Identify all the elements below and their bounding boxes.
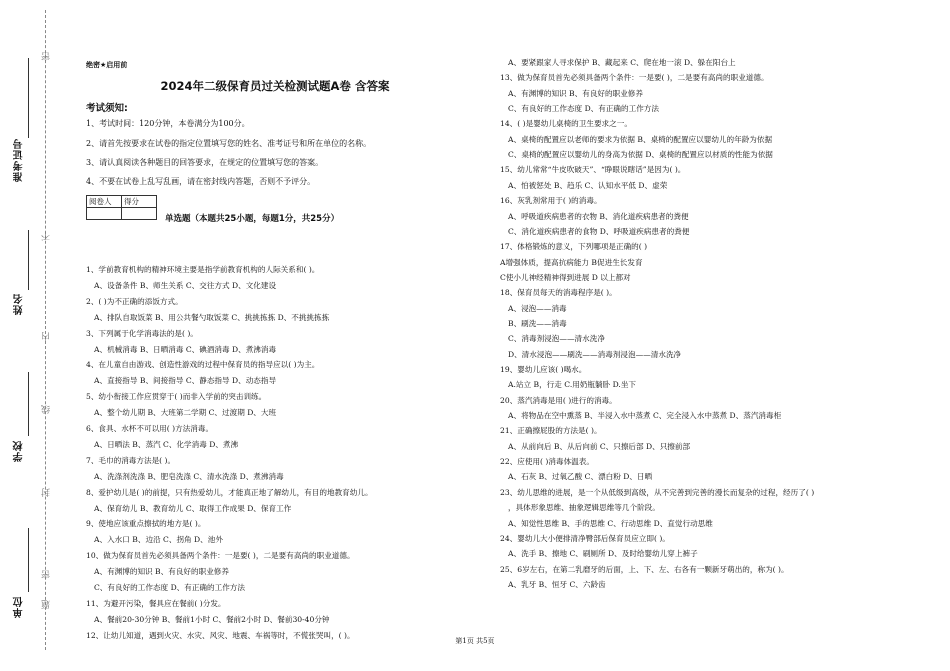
seal-dashed-line (45, 10, 46, 650)
reviewer-input-cell[interactable] (87, 208, 122, 220)
question-text: 1、学前教育机构的精神环境主要是指学前教育机构的人际关系和( )。 (86, 265, 320, 274)
unit-line (28, 528, 29, 592)
question-text: 12、让幼儿知道，遇到火灾、水灾、风灾、地震、车祸等时，不慌张哭叫，( )。 (86, 630, 355, 640)
answer-options: A、呼吸道疾病患者的衣物 B、消化道疾病患者的粪便 (508, 211, 689, 221)
question-text: A增强体质，提高抗病能力 B促进生长发育 (500, 257, 643, 267)
seal-mark: 题 (42, 600, 52, 609)
notice-item: 3、请认真阅读各种题目的回答要求，在规定的位置填写您的答案。 (86, 158, 324, 167)
unit-label: 单位 (14, 596, 25, 618)
answer-options: C、消毒剂浸泡——清水洗净 (508, 334, 605, 344)
exam-title: 2024年二级保育员过关检测试题A卷 含答案 (160, 79, 390, 93)
question-text: 16、灰乳剂常用于( )的消毒。 (500, 196, 602, 206)
answer-options: D、清水浸泡——刷洗——消毒剂浸泡——清水洗净 (508, 349, 682, 359)
score-table (86, 195, 157, 220)
notice-item: 1、考试时间：120分钟，本卷满分为100分。 (86, 119, 250, 128)
answer-options: A、浸泡——消毒 (508, 303, 567, 313)
notice-item: 2、请首先按要求在试卷的指定位置填写您的姓名、准考证号和所在单位的名称。 (86, 139, 372, 148)
answer-options: A、乳牙 B、恒牙 C、六龄齿 (508, 579, 606, 589)
reviewer-cell: 阅卷人 (87, 196, 122, 208)
answer-options: A、直接指导 B、间接指导 C、静态指导 D、动态指导 (94, 376, 277, 386)
seal-mark: 内 (42, 332, 52, 341)
section-title: 单选题（本题共25小题，每题1分，共25分） (165, 214, 340, 224)
question-text: 3、下列属于化学消毒法的是( )。 (86, 328, 198, 338)
page-footer: 第1页 共5页 (455, 637, 495, 645)
seal-mark: 密 (42, 570, 52, 579)
question-text: 13、做为保育员首先必须具备两个条件：一是要( )，二是要有高尚的职业道德。 (500, 73, 769, 83)
answer-options: C、桌椅的配置应以婴幼儿的身高为依据 D、桌椅的配置应以材质的性能为依据 (508, 150, 773, 160)
answer-options: A、石灰 B、过氧乙酸 C、漂白粉 D、日晒 (508, 472, 653, 482)
binding-margin (0, 0, 75, 671)
question-text: 21、正确擦屁股的方法是( )。 (500, 426, 602, 436)
answer-options: A、有渊博的知识 B、有良好的职业修养 (508, 88, 643, 98)
question-text: 6、食具、水杯不可以用( )方法消毒。 (86, 424, 214, 433)
answer-options: A、机械消毒 B、日晒消毒 C、碘酒消毒 D、煮沸消毒 (94, 344, 277, 354)
question-text: 23、幼儿思维的进展，是一个从低级到高级，从不完善到完善的漫长而复杂的过程，经历了( ) (500, 487, 815, 497)
answer-options: A、洗涤剂洗涤 B、肥皂洗涤 C、清水洗涤 D、煮沸消毒 (94, 471, 284, 481)
question-text: 17、体格锻炼的意义，下列哪项是正确的( ) (500, 242, 648, 252)
answer-options: A、设备条件 B、师生关系 C、交往方式 D、文化建设 (94, 280, 277, 290)
answer-options: A、要紧跟家人寻求保护 B、藏起来 C、爬在地一滚 D、躲在阳台上 (508, 58, 736, 67)
question-text: 22、应使用( )消毒体温表。 (500, 457, 594, 467)
answer-options: A、洗手 B、擦地 C、刷厕所 D、及时给婴幼儿穿上裤子 (508, 549, 698, 559)
question-text: 15、幼儿常常“牛皮吹破天”、“睁眼说瞎话”是因为( )。 (500, 165, 686, 175)
seal-mark: 不 (42, 232, 52, 241)
question-text: 4、在儿童自由游戏、创造性游戏的过程中保育员的指导应以( )为主。 (86, 360, 320, 370)
answer-options: A、餐前20-30分钟 B、餐前1小时 C、餐前2小时 D、餐前30-40分钟 (94, 614, 330, 624)
question-text: 2、( )为不正确的添饭方式。 (86, 296, 183, 306)
question-text: 24、婴幼儿大小便排清净臀部后保育员应立即( )。 (500, 533, 670, 543)
answer-options: A、有渊博的知识 B、有良好的职业修养 (94, 567, 229, 577)
answer-options: A、知觉性思维 B、手的思维 C、行动思维 D、直觉行动思维 (508, 518, 713, 528)
seal-mark: 封 (42, 488, 52, 497)
question-text: 10、做为保育员首先必须具备两个条件：一是要( )，二是要有高尚的职业道德。 (86, 551, 355, 561)
notice-item: 4、不要在试卷上乱写乱画，请在密封线内答题，否则不予评分。 (86, 177, 316, 186)
answer-options: C、有良好的工作态度 D、有正确的工作方法 (508, 104, 659, 114)
question-text: 9、使地应该重点擦拭的地方是( )。 (86, 519, 206, 529)
answer-options: C、消化道疾病患者的食物 D、呼吸道疾病患者的粪便 (508, 226, 690, 236)
name-label: 姓名 (14, 293, 25, 315)
question-text: 5、幼小衔接工作应贯穿于( )而非入学前的突击训练。 (86, 392, 267, 402)
answer-options: A、怕被惩处 B、趋乐 C、认知水平低 D、虚荣 (508, 180, 668, 190)
question-text: 25、6岁左右，在第二乳磨牙的后面，上、下、左、右各有一颗新牙萌出的，称为( )。 (500, 564, 789, 574)
question-text: 11、为避开污染，餐具应在餐前( )分发。 (86, 598, 226, 608)
question-text: C使小儿神经精神得到进展 D 以上都对 (500, 272, 631, 282)
school-label: 学校 (14, 440, 25, 462)
answer-options: B、刷洗——消毒 (508, 318, 567, 328)
answer-options: A、从前向后 B、从后向前 C、只擦后部 D、只擦前部 (508, 441, 691, 451)
exam-number-label: 准考证号 (14, 138, 25, 182)
question-text: 18、保育员每天的消毒程序是( )。 (500, 288, 617, 298)
score-cell: 得分 (122, 196, 157, 208)
seal-mark: 密 (42, 52, 52, 61)
question-text: 14、( )是婴幼儿桌椅的卫生要求之一。 (500, 119, 632, 129)
answer-options: A.站立 B，行走 C.用奶瓶躺卧 D.坐下 (508, 380, 637, 390)
answer-options: C、有良好的工作态度 D、有正确的工作方法 (94, 583, 245, 592)
question-text: 7、毛巾的消毒方法是( )。 (86, 455, 176, 465)
answer-options: A、将物品在空中熏蒸 B、半浸入水中蒸煮 C、完全浸入水中蒸煮 D、蒸汽消毒柜 (508, 411, 782, 421)
notice-heading: 考试须知: (86, 103, 128, 114)
exam-number-line (28, 58, 29, 138)
answer-options: A、排队自取饭菜 B、用公共餐勺取饭菜 C、挑挑拣拣 D、不挑挑拣拣 (94, 312, 330, 322)
confidential-mark: 绝密★启用前 (86, 61, 128, 69)
answer-options: A、入水口 B、边沿 C、拐角 D、池外 (94, 535, 223, 545)
question-text: 20、蒸汽消毒是用( )进行的消毒。 (500, 395, 617, 405)
seal-mark: 线 (42, 405, 52, 414)
answer-options: A、保育幼儿 B、教育幼儿 C、取得工作成果 D、保育工作 (94, 503, 292, 513)
answer-options: A、桌椅的配置应以老师的要求为依据 B、桌椅的配置应以婴幼儿的年龄为依据 (508, 134, 773, 144)
school-line (28, 372, 29, 436)
name-line (28, 230, 29, 290)
answer-options: ，具体形象思维、抽象逻辑思维等几个阶段。 (508, 503, 660, 513)
question-text: 19、婴幼儿应该( )喝水。 (500, 365, 587, 374)
answer-options: A、整个幼儿期 B、大班第二学期 C、过渡期 D、大班 (94, 408, 277, 418)
score-input-cell[interactable] (122, 208, 157, 220)
answer-options: A、日晒法 B、蒸汽 C、化学消毒 D、煮沸 (94, 439, 239, 449)
question-text: 8、爱护幼儿是( )的前提，只有热爱幼儿，才能真正地了解幼儿，有目的地教育幼儿。 (86, 487, 373, 497)
